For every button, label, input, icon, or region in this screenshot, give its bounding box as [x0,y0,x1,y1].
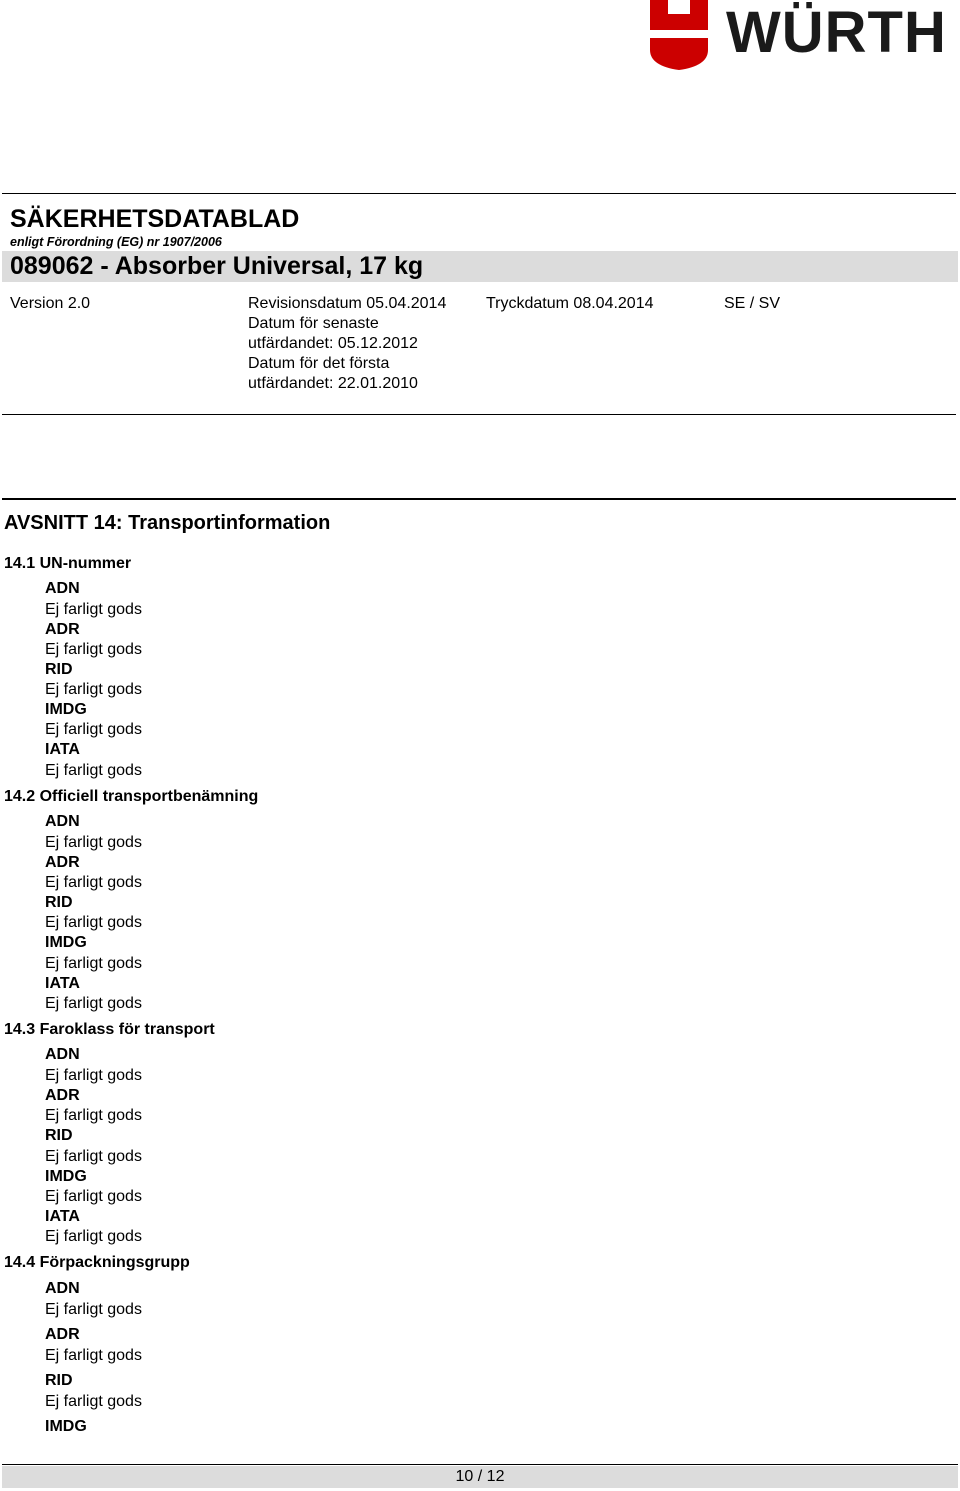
transport-mode-label: ADR [45,1326,80,1343]
locale-label: SE / SV [724,295,781,312]
transport-mode-label: IATA [45,741,80,758]
transport-mode-label: RID [45,661,73,678]
transport-mode-value: Ej farligt gods [45,1393,142,1410]
transport-mode-label: IMDG [45,701,87,718]
transport-mode-value: Ej farligt gods [45,955,142,972]
document-title: SÄKERHETSDATABLAD [10,205,300,233]
transport-mode-label: ADN [45,813,80,830]
transport-mode-label: IATA [45,975,80,992]
first-issue-date: utfärdandet: 22.01.2010 [248,375,418,392]
transport-mode-value: Ej farligt gods [45,1347,142,1364]
page-number: 10 / 12 [455,1468,505,1485]
transport-mode-label: ADR [45,854,80,871]
header-bottom-rule [2,414,956,415]
transport-mode-label: RID [45,894,73,911]
document-subtitle: enligt Förordning (EG) nr 1907/2006 [10,235,222,249]
transport-mode-value: Ej farligt gods [45,1301,142,1318]
transport-mode-label: IATA [45,1208,80,1225]
first-issue-label: Datum för det första [248,355,390,372]
transport-mode-label: ADN [45,1280,80,1297]
product-name: 089062 - Absorber Universal, 17 kg [10,252,424,280]
last-issue-label: Datum för senaste [248,315,379,332]
transport-mode-value: Ej farligt gods [45,995,142,1012]
transport-mode-value: Ej farligt gods [45,1067,142,1084]
transport-mode-label: ADR [45,621,80,638]
subsection-heading: 14.3 Faroklass för transport [4,1021,215,1038]
transport-mode-value: Ej farligt gods [45,1228,142,1245]
transport-mode-label: IMDG [45,1418,87,1435]
transport-mode-label: IMDG [45,934,87,951]
version-label: Version 2.0 [10,295,91,312]
transport-mode-label: RID [45,1372,73,1389]
transport-mode-value: Ej farligt gods [45,762,142,779]
last-issue-date: utfärdandet: 05.12.2012 [248,335,418,352]
revision-block [248,294,480,394]
section-title: AVSNITT 14: Transportinformation [4,512,331,534]
section-rule [2,498,956,500]
transport-mode-label: ADR [45,1087,80,1104]
transport-mode-value: Ej farligt gods [45,834,142,851]
transport-mode-value: Ej farligt gods [45,874,142,891]
transport-mode-value: Ej farligt gods [45,1107,142,1124]
subsection-heading: 14.4 Förpackningsgrupp [4,1254,190,1271]
subsection-heading: 14.2 Officiell transportbenämning [4,788,259,805]
transport-mode-label: ADN [45,1046,80,1063]
print-date: Tryckdatum 08.04.2014 [486,295,654,312]
transport-mode-label: RID [45,1127,73,1144]
revision-date: Revisionsdatum 05.04.2014 [248,295,447,312]
transport-mode-value: Ej farligt gods [45,681,142,698]
header-top-rule [2,193,956,194]
transport-mode-value: Ej farligt gods [45,1148,142,1165]
transport-mode-label: IMDG [45,1168,87,1185]
transport-mode-value: Ej farligt gods [45,1188,142,1205]
transport-mode-value: Ej farligt gods [45,721,142,738]
transport-mode-value: Ej farligt gods [45,601,142,618]
transport-mode-value: Ej farligt gods [45,914,142,931]
transport-mode-value: Ej farligt gods [45,641,142,658]
subsection-heading: 14.1 UN-nummer [4,555,132,572]
transport-mode-label: ADN [45,580,80,597]
footer-rule [2,1464,958,1465]
brand-name: WÜRTH [726,0,947,65]
